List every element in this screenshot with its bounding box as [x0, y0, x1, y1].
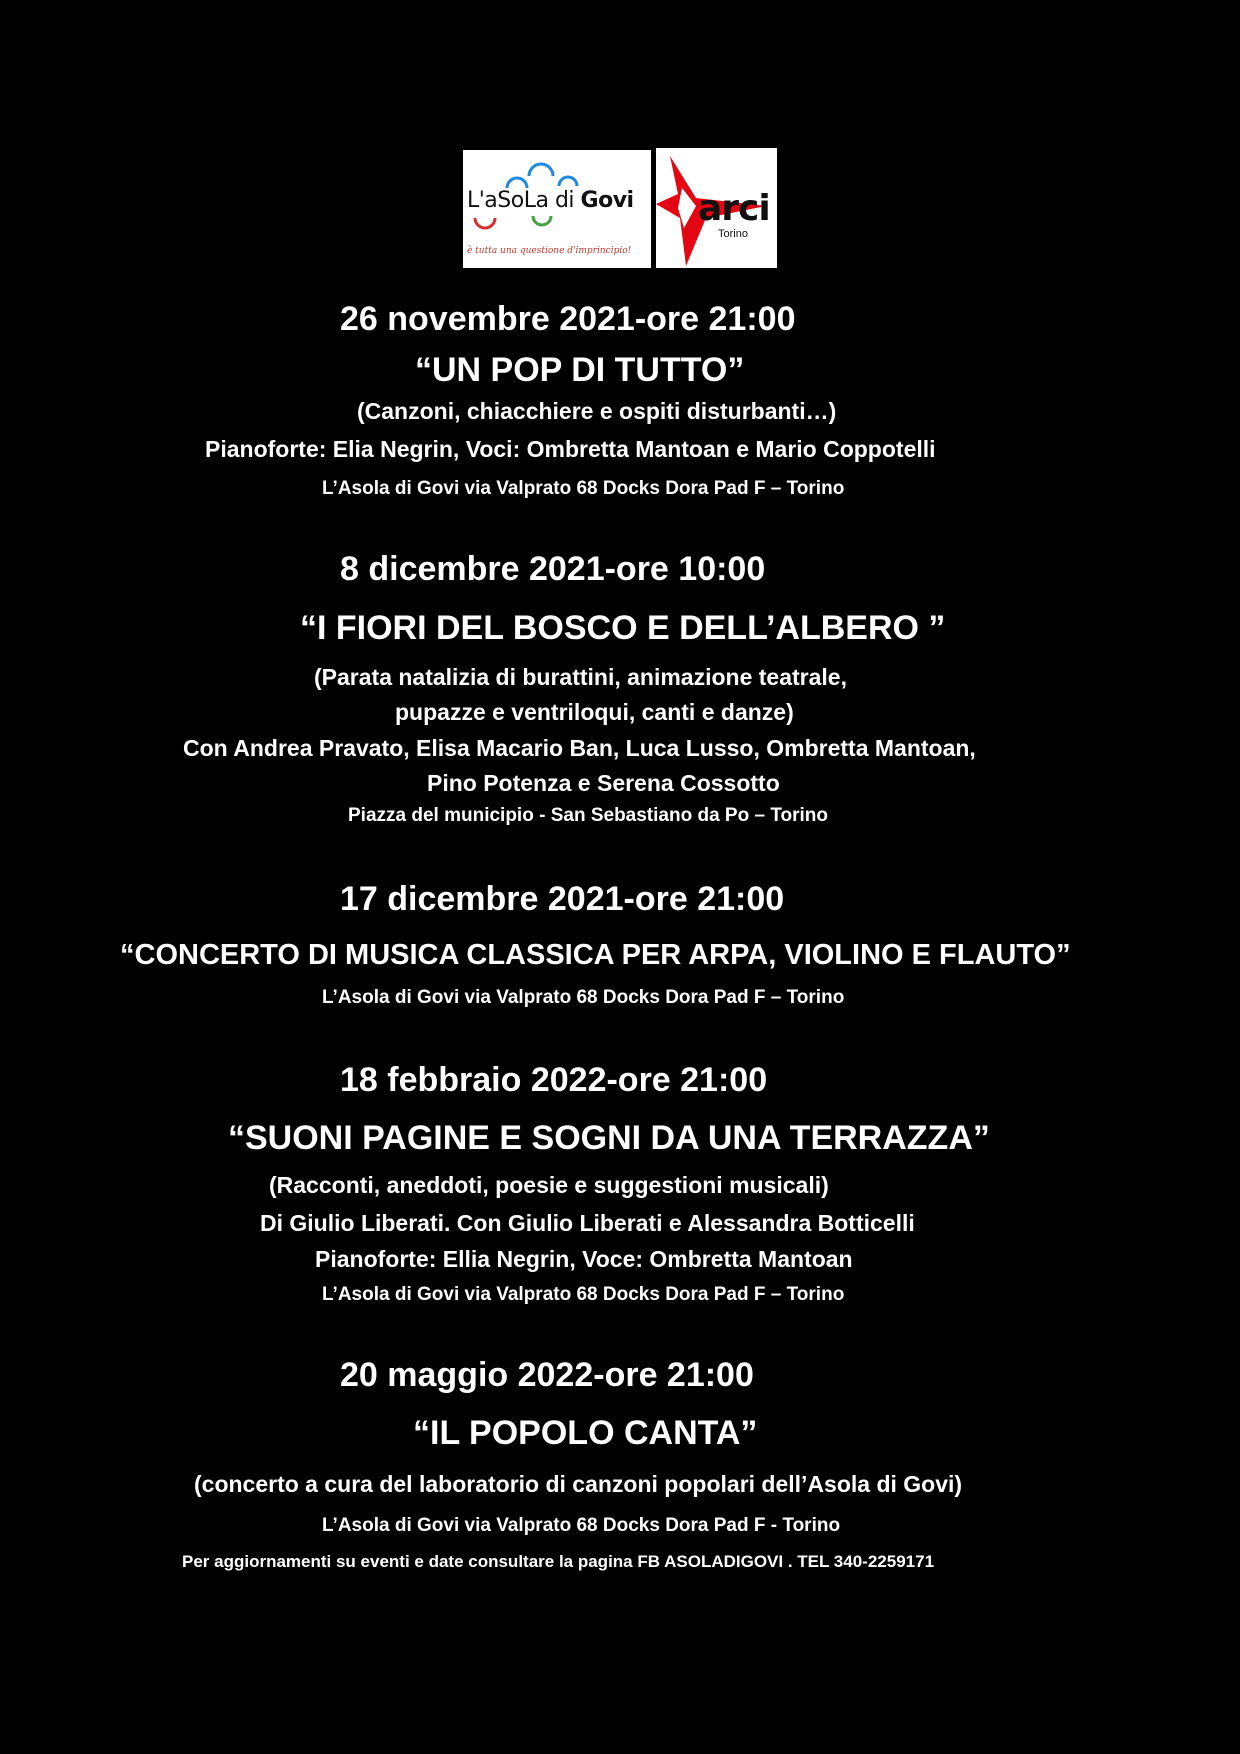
arci-logo-city: Torino	[718, 228, 748, 240]
asola-logo-tagline: è tutta una questione d'imprincipio!	[467, 246, 632, 256]
footer-note: Per aggiornamenti su eventi e date consultare la pagina FB ASOLADIGOVI . TEL 340-2259171	[182, 1552, 935, 1571]
event-venue: L’Asola di Govi via Valprato 68 Docks Dora Pad F - Torino	[322, 1515, 841, 1536]
event-title: “SUONI PAGINE E SOGNI DA UNA TERRAZZA”	[228, 1119, 990, 1157]
asola-logo-name: L'aSoLa di	[467, 188, 575, 213]
event-detail: pupazze e ventriloqui, canti e danze)	[395, 699, 794, 725]
arci-logo-word: arci	[698, 188, 770, 229]
event-detail: Pianoforte: Elia Negrin, Voci: Ombretta Mantoan e Mario Coppotelli	[205, 436, 936, 462]
event-venue: L’Asola di Govi via Valprato 68 Docks Dora Pad F – Torino	[322, 987, 845, 1008]
event-title: “CONCERTO DI MUSICA CLASSICA PER ARPA, VIOLINO E FLAUTO”	[120, 939, 1071, 971]
event-title: “IL POPOLO CANTA”	[413, 1414, 758, 1452]
event-venue: L’Asola di Govi via Valprato 68 Docks Dora Pad F – Torino	[322, 478, 845, 499]
event-detail: Con Andrea Pravato, Elisa Macario Ban, Luca Lusso, Ombretta Mantoan,	[183, 735, 976, 761]
event-title: “I FIORI DEL BOSCO E DELL’ALBERO ”	[300, 609, 946, 647]
event-title: “UN POP DI TUTTO”	[415, 351, 745, 389]
event-detail: Pino Potenza e Serena Cossotto	[427, 770, 780, 796]
event-detail: (Canzoni, chiacchiere e ospiti disturbanti…)	[357, 398, 837, 424]
event-date: 17 dicembre 2021-ore 21:00	[340, 880, 785, 918]
event-date: 26 novembre 2021-ore 21:00	[340, 300, 796, 338]
event-detail: Di Giulio Liberati. Con Giulio Liberati e Alessandra Botticelli	[260, 1210, 915, 1236]
arci-torino-logo	[656, 148, 777, 268]
event-date: 8 dicembre 2021-ore 10:00	[340, 550, 766, 588]
event-venue: Piazza del municipio - San Sebastiano da Po – Torino	[348, 805, 829, 826]
event-detail: (Parata natalizia di burattini, animazione teatrale,	[314, 664, 847, 690]
asola-logo-name-bold: Govi	[580, 188, 634, 213]
event-detail: (Racconti, aneddoti, poesie e suggestioni musicali)	[269, 1172, 829, 1198]
event-date: 20 maggio 2022-ore 21:00	[340, 1356, 754, 1394]
event-detail: (concerto a cura del laboratorio di canzoni popolari dell’Asola di Govi)	[194, 1471, 963, 1497]
asola-di-govi-logo	[463, 150, 651, 268]
event-date: 18 febbraio 2022-ore 21:00	[340, 1061, 768, 1099]
event-detail: Pianoforte: Ellia Negrin, Voce: Ombretta Mantoan	[315, 1246, 853, 1272]
event-venue: L’Asola di Govi via Valprato 68 Docks Dora Pad F – Torino	[322, 1284, 845, 1305]
